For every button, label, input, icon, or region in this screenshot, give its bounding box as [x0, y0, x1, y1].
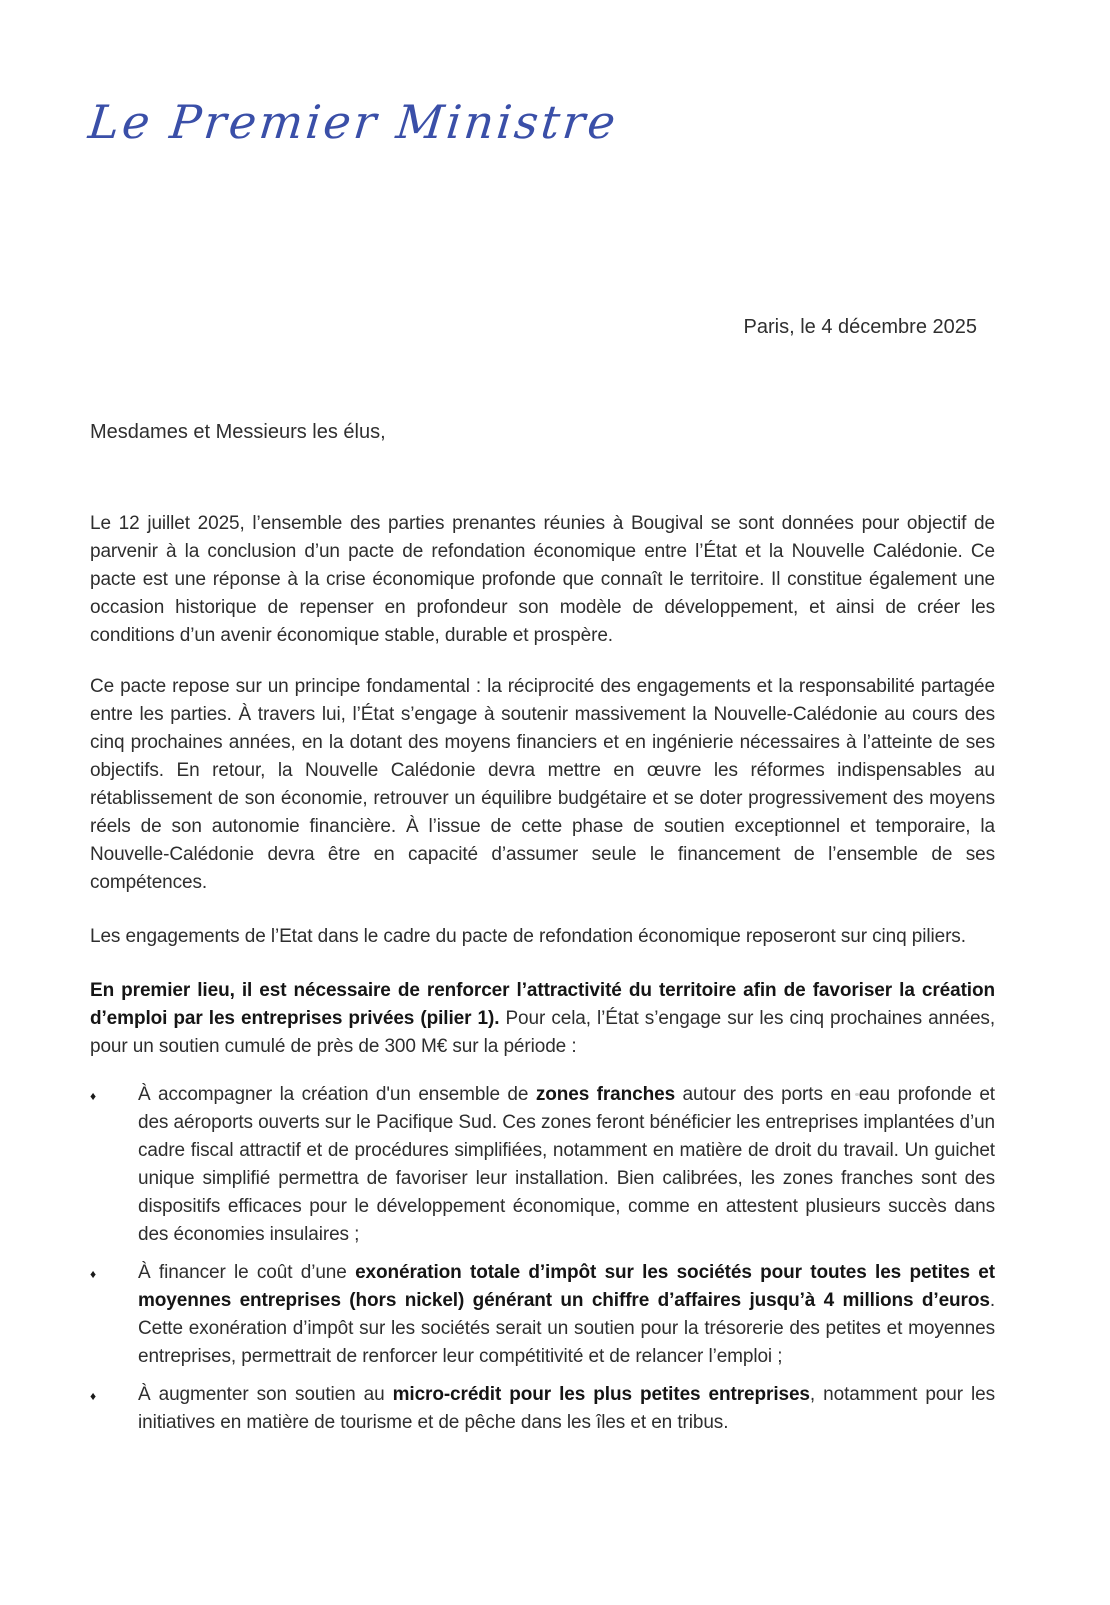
bullet-item-zones-franches	[90, 1081, 995, 1249]
paragraph-pilier-1	[90, 977, 995, 1061]
letterhead-script: Le Premier Ministre	[85, 95, 621, 149]
bullet-1-seg-1: À accompagner la création d'un ensemble de	[138, 1083, 536, 1105]
bullet-1-seg-3: autour des ports en eau profonde et des aéroports ouverts sur le Pacifique Sud. Ces zones feront bénéficier les entreprises implantées d’un cadre fiscal attractif et de procédures simplifiées, notamment en matière de droit du travail. Un guichet unique simplifié permettra de favoriser leur installation. Bien calibrées, les zones franches sont des dispositifs efficaces pour le développement économique, comme en attestent plusieurs succès dans des économies insulaires ;	[138, 1083, 995, 1245]
paragraph-pilier-1-regular: Pour cela, l’État s’engage sur les cinq prochaines années, pour un soutien cumulé de près de 300 M€ sur la période :	[90, 1007, 996, 1057]
bullet-list	[90, 1081, 995, 1437]
bullet-text-zones-franches	[138, 1081, 995, 1249]
scan-speck	[855, 1093, 859, 1096]
diamond-bullet-icon: ♦	[90, 1266, 97, 1281]
paragraph-pilier-1-bold: En premier lieu, il est nécessaire de renforcer l’attractivité du territoire afin de favoriser la création d’emploi par les entreprises privées (pilier 1).	[90, 979, 995, 1029]
diamond-bullet-icon: ♦	[90, 1088, 97, 1103]
bullet-2-seg-1: À financer le coût d’une	[138, 1261, 356, 1283]
bullet-1-bold: zones franches	[535, 1083, 676, 1105]
bullet-3-bold: micro-crédit pour les plus petites entreprises	[392, 1383, 810, 1405]
bullet-text-micro-credit	[138, 1381, 995, 1437]
paragraph-bougival: Le 12 juillet 2025, l’ensemble des parties prenantes réunies à Bougival se sont données pour objectif de parvenir à la conclusion d’un pacte de refondation économique entre l’État et la Nouvelle Calédonie. Ce pacte est une réponse à la crise économique profonde que connaît le territoire. Il constitue également une occasion historique de repenser en profondeur son modèle de développement, et ainsi de créer les conditions d’un avenir économique stable, durable et prospère.	[90, 512, 995, 646]
bullet-3-seg-3: , notamment pour les initiatives en matière de tourisme et de pêche dans les îles et en tribus.	[138, 1383, 995, 1433]
bullet-item-exoneration-impot	[90, 1259, 995, 1371]
paragraph-cinq-piliers: Les engagements de l’Etat dans le cadre du pacte de refondation économique reposeront sur cinq piliers.	[90, 925, 966, 947]
bullet-3-seg-1: À augmenter son soutien au	[138, 1383, 393, 1405]
bullet-item-micro-credit	[90, 1381, 995, 1437]
diamond-bullet-icon: ♦	[90, 1388, 97, 1403]
dateline: Paris, le 4 décembre 2025	[743, 315, 977, 338]
salutation: Mesdames et Messieurs les élus,	[90, 420, 386, 443]
bullet-2-seg-3: . Cette exonération d’impôt sur les sociétés serait un soutien pour la trésorerie des petites et moyennes entreprises, permettrait de renforcer leur compétitivité et de relancer l’emploi ;	[138, 1289, 995, 1367]
bullet-2-bold: exonération totale d’impôt sur les sociétés pour toutes les petites et moyennes entreprises (hors nickel) générant un chiffre d’affaires jusqu’à 4 millions d’euros	[138, 1261, 995, 1311]
bullet-text-exoneration-impot	[138, 1259, 995, 1371]
paragraph-principe-fondamental: Ce pacte repose sur un principe fondamental : la réciprocité des engagements et la responsabilité partagée entre les parties. À travers lui, l’État s’engage à soutenir massivement la Nouvelle-Calédonie au cours des cinq prochaines années, en la dotant des moyens financiers et en ingénierie nécessaires à l’atteinte de ses objectifs. En retour, la Nouvelle Calédonie devra mettre en œuvre les réformes indispensables au rétablissement de son économie, retrouver un équilibre budgétaire et se doter progressivement des moyens réels de son autonomie financière. À l’issue de cette phase de soutien exceptionnel et temporaire, la Nouvelle-Calédonie devra être en capacité d’assumer seule le financement de l’ensemble de ses compétences.	[90, 675, 995, 893]
